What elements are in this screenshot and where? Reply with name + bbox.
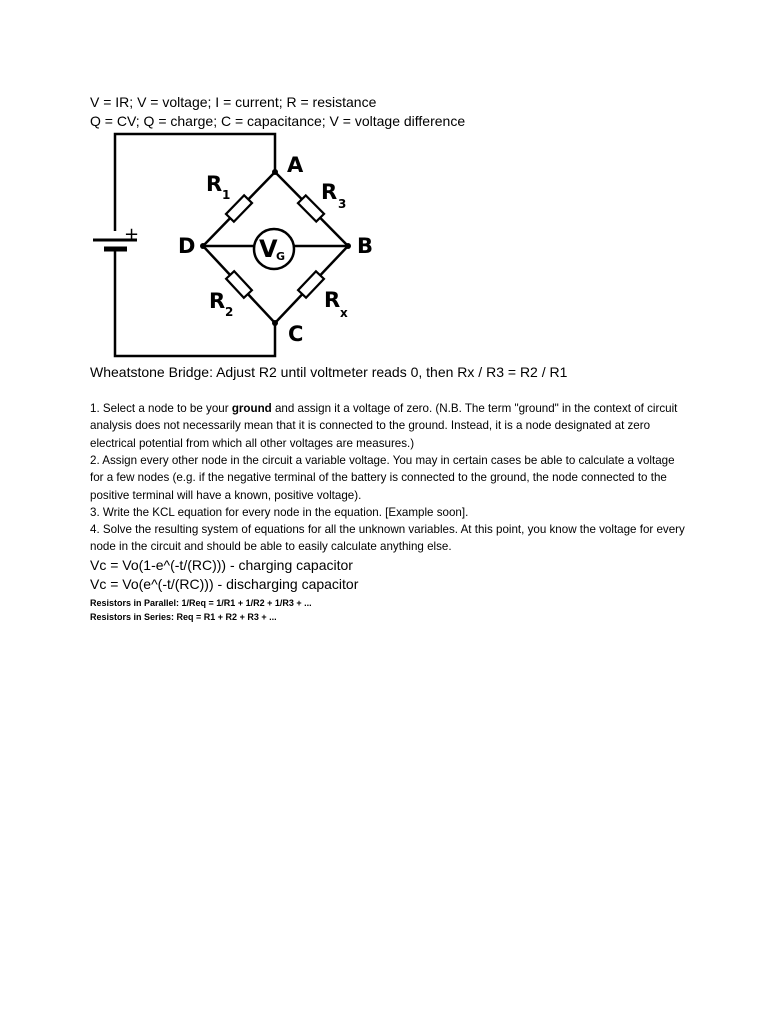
wire-bottom — [115, 250, 275, 356]
node-b-dot — [345, 243, 351, 249]
step-1-post: and assign it a voltage of zero. (N.B. The term "ground" in the context of circuit analysis does not necessarily mean that it is connected to the ground. Instead, it is a node designated at zero electrical potential from which all other voltages are measures.) — [90, 402, 678, 450]
step-4: 4. Solve the resulting system of equations for all the unknown variables. At this point, you know the voltage for every node in the circuit and should be able to easily calculate anything else. — [90, 523, 685, 554]
r2-subscript: 2 — [225, 305, 234, 319]
bridge-caption: Wheatstone Bridge: Adjust R2 until voltmeter reads 0, then Rx / R3 = R2 / R1 — [90, 364, 568, 380]
r2-label: R — [209, 289, 226, 313]
step-1-bold: ground — [231, 402, 272, 415]
step-1 — [90, 400, 690, 452]
r1-subscript: 1 — [222, 188, 231, 202]
parallel-resistors-formula: Resistors in Parallel: 1/Req = 1/R1 + 1/R2 + 1/R3 + ... — [90, 598, 312, 608]
resistor-rx — [298, 271, 324, 297]
node-a-dot — [272, 169, 278, 175]
ohms-law-line: V = IR; V = voltage; I = current; R = resistance — [90, 94, 377, 110]
r3-subscript: 3 — [338, 197, 347, 211]
r1-label: R — [206, 172, 223, 196]
r3-label: R — [321, 180, 338, 204]
node-c-label: C — [288, 322, 304, 346]
node-d-dot — [200, 243, 206, 249]
discharging-formula: Vc = Vo(e^(-t/(RC))) - discharging capacitor — [90, 576, 359, 592]
battery-plus-sign: + — [124, 224, 140, 245]
node-d-label: D — [178, 234, 196, 258]
series-resistors-formula: Resistors in Series: Req = R1 + R2 + R3 + ... — [90, 612, 277, 622]
rx-subscript: x — [340, 306, 348, 320]
step-3: 3. Write the KCL equation for every node in the equation. [Example soon]. — [90, 506, 469, 519]
rx-label: R — [324, 288, 341, 312]
capacitance-line: Q = CV; Q = charge; C = capacitance; V = voltage difference — [90, 113, 466, 129]
voltmeter-label: V — [259, 235, 278, 263]
node-c-dot — [272, 320, 278, 326]
wire-top — [115, 134, 275, 231]
step-1-pre: 1. Select a node to be your — [90, 402, 232, 415]
step-2: 2. Assign every other node in the circuit a variable voltage. You may in certain cases be able to calculate a voltage for a few nodes (e.g. if the negative terminal of the battery is connected to the ground, the node connected to the positive terminal will have a known, positive voltage). — [90, 454, 675, 502]
resistor-r2 — [226, 271, 252, 298]
voltmeter-subscript: G — [276, 250, 286, 263]
node-a-label: A — [287, 153, 304, 177]
node-b-label: B — [357, 234, 374, 258]
charging-formula: Vc = Vo(1-e^(-t/(RC))) - charging capacitor — [90, 557, 353, 573]
